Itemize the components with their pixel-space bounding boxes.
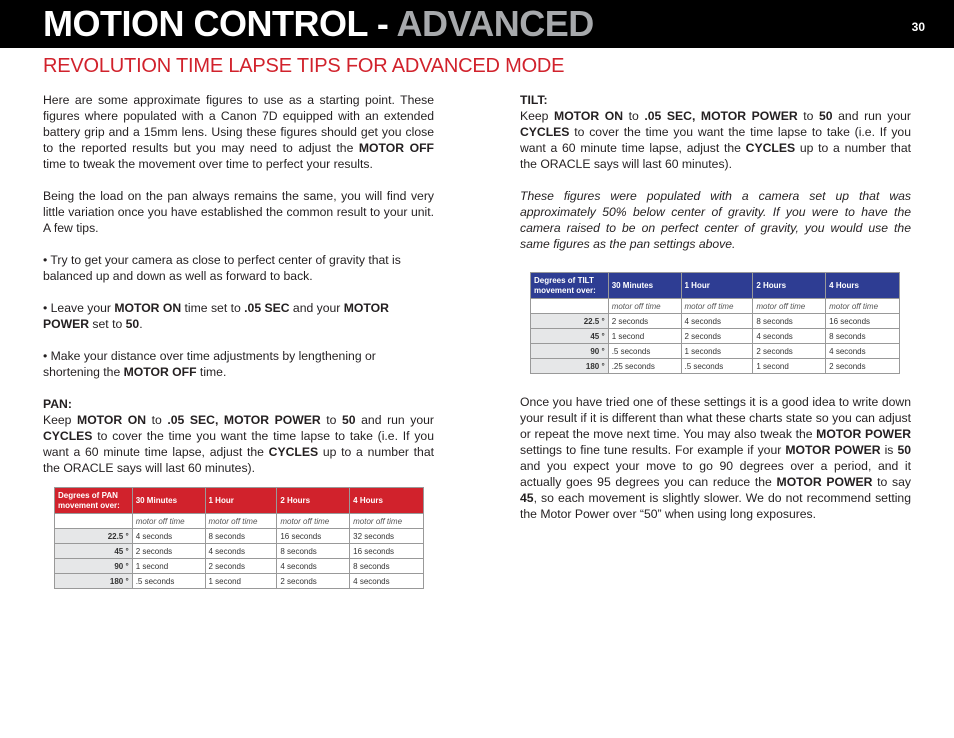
table-cell: 8 seconds [826,329,900,344]
table-cell: 16 seconds [277,529,350,544]
table-cell: 4 seconds [132,529,205,544]
table-row [531,344,900,359]
table-cell: 16 seconds [350,544,424,559]
table-cell: 4 seconds [753,329,826,344]
table-cell: 2 seconds [205,559,277,574]
table-cell: 180 ° [55,574,133,589]
table-header-cell: 30 Minutes [132,488,205,514]
table-cell: .5 seconds [132,574,205,589]
table-cell: 45 ° [55,544,133,559]
table-cell: 2 seconds [132,544,205,559]
adjust-paragraph: Once you have tried one of these settings it is a good idea to write down your result if it is different than what these charts state so you can adjust or repeat the move next time. You may also tweak the MOTOR POWER settings to fine tune results. For example if your MOTOR POWER is 50 and you expect your move to go 90 degrees over a period, and it actually goes 95 degrees you can reduce the MOTOR POWER to say 45, so each movement is slightly slower. We do not recommend setting the Motor Power over “50” when using long exposures. [520,395,911,521]
table-header-cell: 30 Minutes [608,273,681,299]
tilt-table-header [531,273,900,299]
table-cell: 4 seconds [277,559,350,574]
tilt-heading: TILT: [520,93,548,107]
pan-paragraph: Keep MOTOR ON to .05 SEC, MOTOR POWER to 50 and run your CYCLES to cover the time you want the time lapse to take (i.e. If you want a 60 minute time lapse, adjust the CYCLES up to a number that the ORACLE says will last 60 minutes). [43,413,434,475]
table-row [55,544,424,559]
table-cell [55,514,133,529]
table-header-cell: 4 Hours [350,488,424,514]
table-cell: 45 ° [531,329,609,344]
table-cell: 90 ° [531,344,609,359]
table-header-cell: 4 Hours [826,273,900,299]
section-subtitle: REVOLUTION TIME LAPSE TIPS FOR ADVANCED MODE [43,55,565,77]
right-column-lower [520,394,911,522]
table-cell: 32 seconds [350,529,424,544]
tilt-table-subheader [531,299,900,314]
table-header-cell: Degrees of PAN movement over: [55,488,133,514]
table-cell: 4 seconds [205,544,277,559]
page-header [0,0,954,48]
table-cell: motor off time [753,299,826,314]
table-header-cell: Degrees of TILT movement over: [531,273,609,299]
table-cell: 90 ° [55,559,133,574]
table-cell: motor off time [681,299,753,314]
table-cell: motor off time [205,514,277,529]
table-header-cell: 1 Hour [205,488,277,514]
table-cell: 1 seconds [681,344,753,359]
table-cell: 8 seconds [350,559,424,574]
title-main: MOTION CONTROL - [43,3,397,44]
left-column [43,92,434,476]
table-cell: 1 second [753,359,826,374]
table-cell: motor off time [132,514,205,529]
table-cell: 4 seconds [350,574,424,589]
pan-table [54,487,424,589]
pan-table-subheader [55,514,424,529]
table-cell: 180 ° [531,359,609,374]
table-row [55,559,424,574]
table-header-cell: 2 Hours [753,273,826,299]
table-cell: 4 seconds [826,344,900,359]
table-cell: 22.5 ° [55,529,133,544]
tilt-paragraph: Keep MOTOR ON to .05 SEC, MOTOR POWER to 50 and run your CYCLES to cover the time you want the time lapse to take (i.e. If you want a 60 minute time lapse, adjust the CYCLES up to a number that the ORACLE says will last 60 minutes). [520,109,911,171]
table-cell: 8 seconds [205,529,277,544]
table-cell: 2 seconds [681,329,753,344]
table-cell: motor off time [350,514,424,529]
table-cell: 2 seconds [608,314,681,329]
table-row [531,314,900,329]
table-row [55,529,424,544]
tilt-note: These figures were populated with a camera set up that was approximately 50% below center of gravity. If you were to have the camera raised to be on perfect center of gravity, you would use the same figures as the pan settings above. [520,189,911,251]
table-cell: 4 seconds [681,314,753,329]
page-title [43,2,594,46]
table-cell: motor off time [608,299,681,314]
table-cell: 8 seconds [277,544,350,559]
table-header-cell: 2 Hours [277,488,350,514]
intro-paragraph: Here are some approximate figures to use as a starting point. These figures where populated with a Canon 7D equipped with an extended battery grip and a 15mm lens. Using these figures should get you close to the reported results but you may need to adjust the MOTOR OFF time to tweak the movement over time to perfect your results. [43,93,434,171]
table-cell: 2 seconds [753,344,826,359]
page-number: 30 [911,20,925,34]
table-cell: 1 second [132,559,205,574]
title-accent: ADVANCED [396,3,594,44]
table-cell: 22.5 ° [531,314,609,329]
table-cell: motor off time [826,299,900,314]
pan-heading: PAN: [43,397,72,411]
table-cell: .5 seconds [608,344,681,359]
table-row [531,359,900,374]
table-cell: .5 seconds [681,359,753,374]
pan-table-header [55,488,424,514]
table-row [531,329,900,344]
tilt-table [530,272,900,374]
load-paragraph: Being the load on the pan always remains the same, you will find very little variation once you have established the common result to your unit. A few tips. [43,189,434,235]
tip-bullet-gravity: • Try to get your camera as close to perfect center of gravity that is balanced up and down as well as forward to back. [43,253,401,283]
table-cell: motor off time [277,514,350,529]
table-cell: 2 seconds [826,359,900,374]
tip-bullet-motor: • Leave your MOTOR ON time set to .05 SEC and your MOTOR POWER set to 50. [43,301,389,331]
table-cell [531,299,609,314]
tip-bullet-distance: • Make your distance over time adjustments by lengthening or shortening the MOTOR OFF time. [43,349,376,379]
table-header-cell: 1 Hour [681,273,753,299]
table-cell: 8 seconds [753,314,826,329]
table-cell: 2 seconds [277,574,350,589]
table-row [55,574,424,589]
table-cell: 1 second [608,329,681,344]
table-cell: .25 seconds [608,359,681,374]
table-cell: 16 seconds [826,314,900,329]
table-cell: 1 second [205,574,277,589]
right-column [520,92,911,252]
